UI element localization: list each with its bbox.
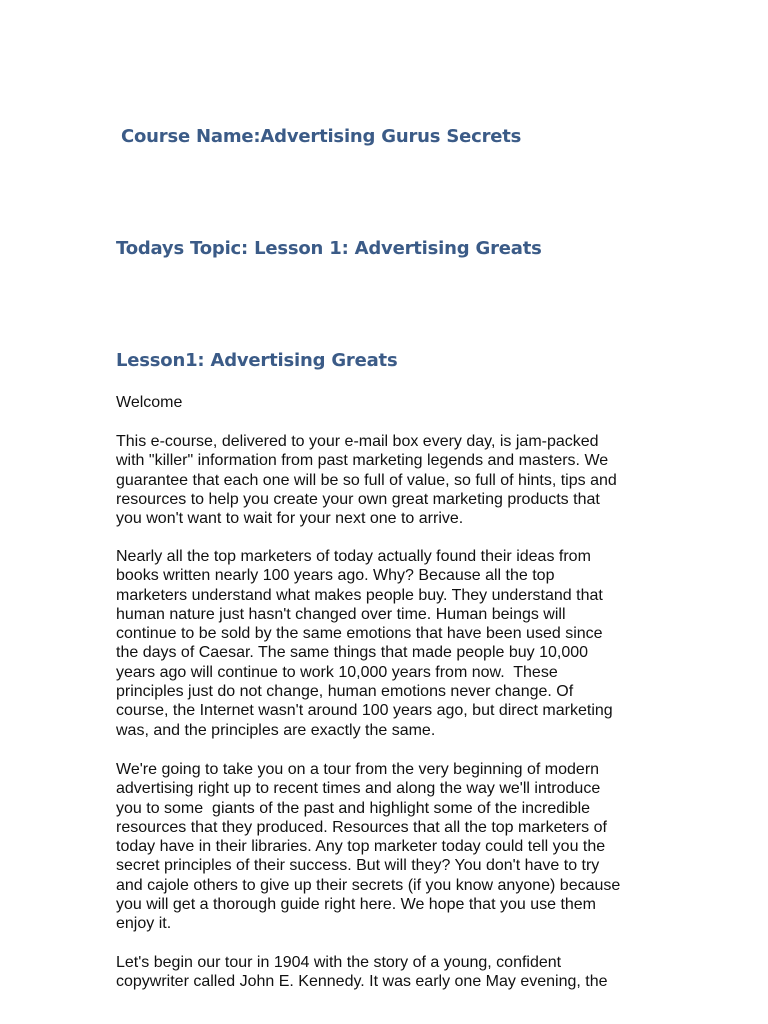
text-line: We're going to take you on a tour from the very beginning of modern xyxy=(116,761,600,778)
text-line: guarantee that each one will be so full of value, so full of hints, tips and xyxy=(116,471,617,489)
text-line: continue to be sold by the same emotions that have been used since xyxy=(116,625,603,643)
text-line: you won't want to wait for your next one to arrive. xyxy=(116,510,464,528)
text-line: the days of Caesar. The same things that made people buy 10,000 xyxy=(116,644,589,662)
text-line: human nature just hasn't changed over time. Human beings will xyxy=(116,605,566,623)
text-line: resources that they produced. Resources that all the top marketers of xyxy=(116,818,607,836)
text-line: advertising right up to recent times and along the way we'll introduce xyxy=(116,780,601,798)
text-line: was, and the principles are exactly the same. xyxy=(116,721,436,739)
paragraph-kennedy xyxy=(116,953,656,992)
text-line: years ago will continue to work 10,000 years from now. These xyxy=(116,663,558,681)
text-line: books written nearly 100 years ago. Why? Because all the top xyxy=(116,567,555,585)
paragraph-intro xyxy=(116,432,656,528)
text-line: today have in their libraries. Any top marketer today could tell you the xyxy=(116,838,606,856)
text-line: marketers understand what makes people buy. They understand that xyxy=(116,586,603,604)
text-line: you to some giants of the past and highlight some of the incredible xyxy=(116,799,591,817)
text-line: and cajole others to give up their secrets (if you know anyone) because xyxy=(116,876,621,894)
welcome-text xyxy=(116,393,656,412)
text-line: enjoy it. xyxy=(116,915,172,933)
text-line: copywriter called John E. Kennedy. It was early one May evening, the xyxy=(116,973,608,991)
lesson-heading: Lesson1: Advertising Greats xyxy=(116,350,398,371)
paragraph-tour xyxy=(116,760,656,934)
course-name-heading: Course Name:Advertising Gurus Secrets xyxy=(121,126,522,147)
text-line: course, the Internet wasn't around 100 years ago, but direct marketing xyxy=(116,702,613,720)
text-line: Nearly all the top marketers of today actually found their ideas from xyxy=(116,548,591,565)
text-line: with "killer" information from past marketing legends and masters. We xyxy=(116,452,609,470)
text-line: you will get a thorough guide right here. We hope that you use them xyxy=(116,896,597,914)
text-line: secret principles of their success. But will they? You don't have to try xyxy=(116,857,600,875)
paragraph-marketers xyxy=(116,547,656,740)
text-line: principles just do not change, human emotions never change. Of xyxy=(116,683,574,701)
text-line: Welcome xyxy=(116,394,183,411)
text-line: Let's begin our tour in 1904 with the story of a young, confident xyxy=(116,954,562,971)
todays-topic-heading: Todays Topic: Lesson 1: Advertising Greats xyxy=(116,238,542,259)
text-line: This e-course, delivered to your e-mail box every day, is jam-packed xyxy=(116,433,599,450)
text-line: resources to help you create your own great marketing products that xyxy=(116,490,600,508)
